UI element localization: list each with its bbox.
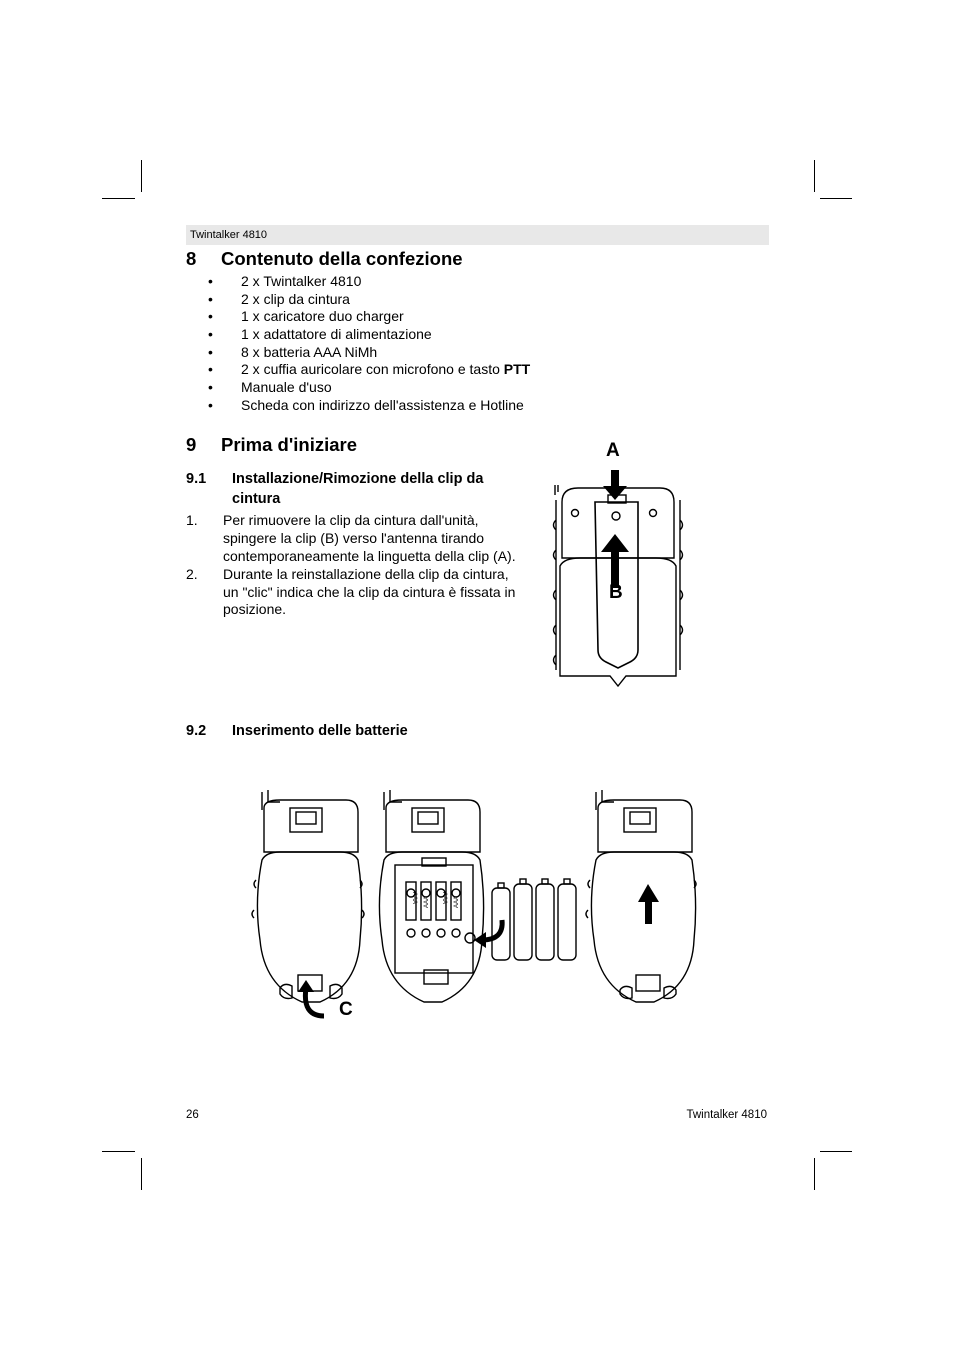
list-item	[204, 291, 530, 309]
page-number: 26	[186, 1109, 199, 1121]
list-item	[204, 397, 530, 415]
footer-title: Twintalker 4810	[686, 1109, 767, 1121]
bullet-icon: •	[208, 308, 213, 325]
step-number: 2.	[186, 565, 198, 582]
list-item-bold: PTT	[503, 361, 531, 378]
bullet-icon: •	[208, 379, 213, 396]
list-item	[204, 344, 530, 362]
list-item-text: 2 x cuffia auricolare con microfono e tasto	[241, 361, 504, 378]
crop-mark	[820, 198, 852, 199]
running-header-title: Twintalker 4810	[190, 229, 268, 241]
step-text: Durante la reinstallazione della clip da cintura, un "clic" indica che la clip da cintura è fissata in posizione.	[223, 565, 516, 618]
figure-label-c: C	[339, 999, 353, 1020]
list-item-text: 2 x Twintalker 4810	[241, 273, 362, 289]
list-item	[204, 361, 530, 379]
figure-label-b: B	[609, 582, 623, 603]
curved-arrow-icon	[298, 980, 324, 1016]
section-title: Contenuto della confezione	[221, 248, 463, 269]
section-number: 9	[186, 434, 197, 455]
list-item	[186, 512, 523, 565]
step-text: Per rimuovere la clip da cintura dall'unità, spingere la clip (B) verso l'antenna tirando contemporaneamente la linguetta della clip (A).	[223, 512, 516, 564]
crop-mark	[814, 1158, 815, 1190]
bullet-icon: •	[208, 396, 213, 413]
battery-insertion-figure	[250, 780, 710, 1020]
crop-mark	[820, 1151, 852, 1152]
crop-mark	[102, 1151, 135, 1152]
list-item	[204, 326, 530, 344]
section-number: 9.2	[186, 723, 207, 739]
crop-mark	[141, 1158, 142, 1190]
section-number: 9.1	[186, 471, 207, 487]
battery-label: AAA	[411, 892, 417, 905]
section-title: Inserimento delle batterie	[232, 723, 408, 739]
running-header-bar	[186, 225, 769, 245]
list-item-text: 1 x adattatore di alimentazione	[241, 326, 432, 343]
bullet-icon: •	[208, 343, 213, 360]
figure-label-a: A	[606, 440, 620, 461]
section-title: Installazione/Rimozione della clip da cintura	[232, 471, 484, 507]
battery-label: AAA	[424, 895, 430, 908]
arrow-up-icon	[601, 534, 629, 588]
crop-mark	[141, 160, 142, 192]
crop-mark	[814, 160, 815, 192]
battery-label: AAA	[441, 892, 447, 905]
list-item	[204, 308, 530, 326]
arrow-up-icon	[638, 884, 659, 924]
step-number: 1.	[186, 512, 198, 528]
crop-mark	[102, 198, 135, 199]
list-item-text: Manuale d'uso	[241, 379, 332, 396]
list-item	[204, 379, 530, 397]
list-item	[186, 566, 523, 619]
list-item	[204, 273, 530, 291]
section-number: 8	[186, 248, 197, 269]
curved-arrow-icon	[474, 920, 502, 948]
list-item-text: Scheda con indirizzo dell'assistenza e Hotline	[241, 396, 524, 413]
list-item-text: 8 x batteria AAA NiMh	[241, 343, 378, 360]
list-item-text: 1 x caricatore duo charger	[241, 308, 404, 325]
belt-clip-figure	[540, 440, 690, 690]
bullet-icon: •	[208, 273, 213, 289]
package-contents-list	[204, 273, 530, 415]
list-item-text: 2 x clip da cintura	[241, 290, 350, 307]
bullet-icon: •	[208, 326, 213, 343]
bullet-icon: •	[208, 361, 213, 378]
clip-instructions	[186, 512, 523, 619]
bullet-icon: •	[208, 290, 213, 307]
battery-label: AAA	[454, 895, 460, 908]
section-title: Prima d'iniziare	[221, 434, 358, 455]
